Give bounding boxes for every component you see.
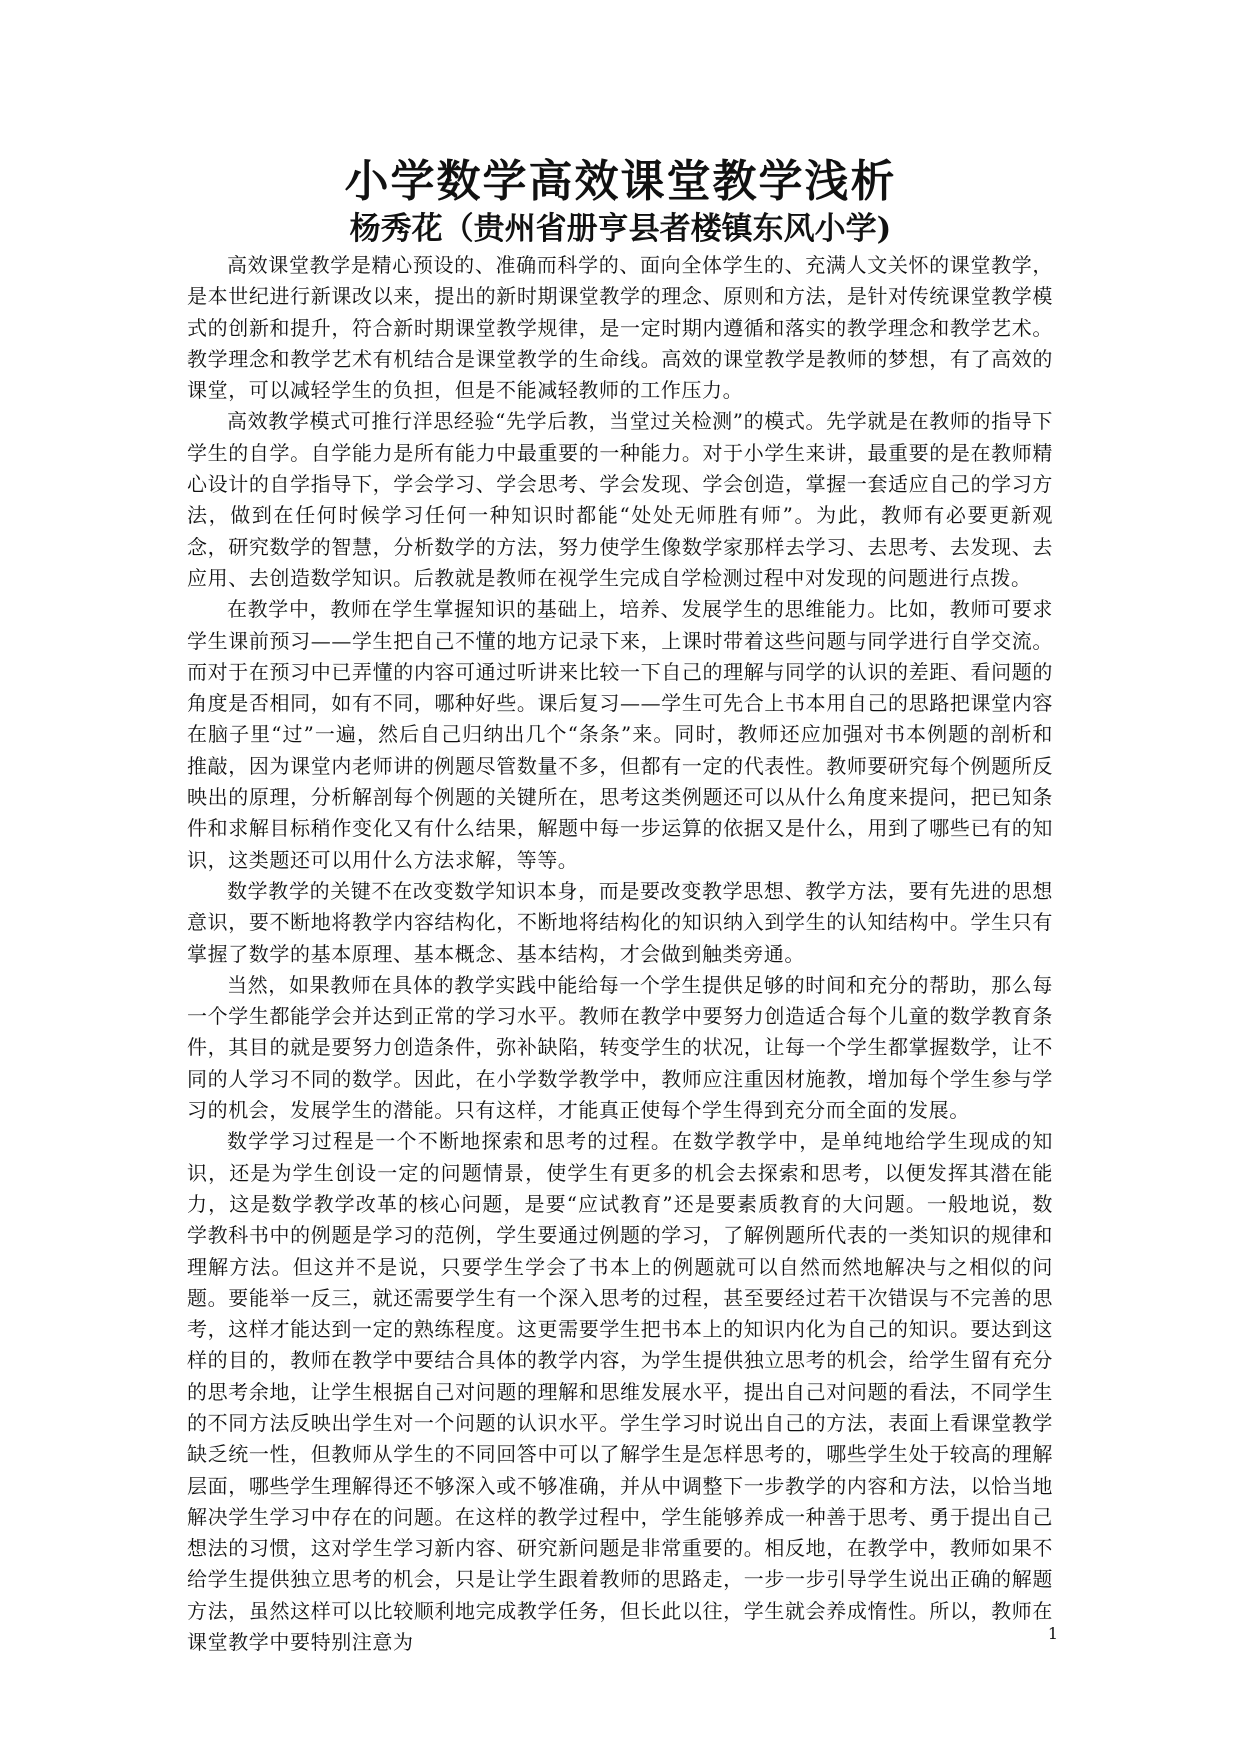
page-title: 小学数学高效课堂教学浅析 [344,156,897,207]
paragraph: 在教学中，教师在学生掌握知识的基础上，培养、发展学生的思维能力。比如，教师可要求学生课前预习——学生把自己不懂的地方记录下来，上课时带着这些问题与同学进行自学交流。而对于在预习中已弄懂的内容可通过听讲来比较一下自己的理解与同学的认识的差距、看问题的角度是否相同，如有不同，哪种好些。课后复习——学生可先合上书本用自己的思路把课堂内容在脑子里“过”一遍，然后自己归纳出几个“条条”来。同时，教师还应加强对书本例题的剖析和推敲，因为课堂内老师讲的例题尽管数量不多，但都有一定的代表性。教师要研究每个例题所反映出的原理，分析解剖每个例题的关键所在，思考这类例题还可以从什么角度来提问，把已知条件和求解目标稍作变化又有什么结果，解题中每一步运算的依据又是什么，用到了哪些已有的知识，这类题还可以用什么方法求解，等等。 [187,597,1053,872]
paragraph: 高效课堂教学是精心预设的、准确而科学的、面向全体学生的、充满人文关怀的课堂教学，是本世纪进行新课改以来，提出的新时期课堂教学的理念、原则和方法，是针对传统课堂教学模式的创新和提升，符合新时期课堂教学规律，是一定时期内遵循和落实的教学理念和教学艺术。教学理念和教学艺术有机结合是课堂教学的生命线。高效的课堂教学是教师的梦想，有了高效的课堂，可以减轻学生的负担，但是不能减轻教师的工作压力。 [187,253,1053,403]
paragraph: 数学教学的关键不在改变数学知识本身，而是要改变教学思想、教学方法，要有先进的思想意识，要不断地将教学内容结构化，不断地将结构化的知识纳入到学生的认知结构中。学生只有掌握了数学的基本原理、基本概念、基本结构，才会做到触类旁通。 [187,878,1053,966]
paragraph: 高效教学模式可推行洋思经验“先学后教，当堂过关检测”的模式。先学就是在教师的指导下学生的自学。自学能力是所有能力中最重要的一种能力。对于小学生来讲，最重要的是在教师精心设计的自学指导下，学会学习、学会思考、学会发现、学会创造，掌握一套适应自己的学习方法，做到在任何时候学习任何一种知识时都能“处处无师胜有师”。为此，教师有必要更新观念，研究数学的智慧，分析数学的方法，努力使学生像数学家那样去学习、去思考、去发现、去应用、去创造数学知识。后教就是教师在视学生完成自学检测过程中对发现的问题进行点拨。 [187,409,1053,590]
article-body [187,250,1053,1658]
page-number: 1 [1047,1624,1059,1643]
author-line: 杨秀花（贵州省册亨县者楼镇东风小学) [349,211,892,247]
paragraph: 数学学习过程是一个不断地探索和思考的过程。在数学教学中，是单纯地给学生现成的知识，还是为学生创设一定的问题情景，使学生有更多的机会去探索和思考，以便发挥其潜在能力，这是数学教学改革的核心问题，是要“应试教育”还是要素质教育的大问题。一般地说，数学教科书中的例题是学习的范例，学生要通过例题的学习，了解例题所代表的一类知识的规律和理解方法。但这并不是说，只要学生学会了书本上的例题就可以自然而然地解决与之相似的问题。要能举一反三，就还需要学生有一个深入思考的过程，甚至要经过若干次错误与不完善的思考，这样才能达到一定的熟练程度。这更需要学生把书本上的知识内化为自己的知识。要达到这样的目的，教师在教学中要结合具体的教学内容，为学生提供独立思考的机会，给学生留有充分的思考余地，让学生根据自己对问题的理解和思维发展水平，提出自己对问题的看法，不同学生的不同方法反映出学生对一个问题的认识水平。学生学习时说出自己的方法，表面上看课堂教学缺乏统一性，但教师从学生的不同回答中可以了解学生是怎样思考的，哪些学生处于较高的理解层面，哪些学生理解得还不够深入或不够准确，并从中调整下一步教学的内容和方法，以恰当地解决学生学习中存在的问题。在这样的教学过程中，学生能够养成一种善于思考、勇于提出自己想法的习惯，这对学生学习新内容、研究新问题是非常重要的。相反地，在教学中，教师如果不给学生提供独立思考的机会，只是让学生跟着教师的思路走，一步一步引导学生说出正确的解题方法，虽然这样可以比较顺利地完成教学任务，但长此以往，学生就会养成惰性。所以，教师在课堂教学中要特别注意为 [187,1129,1053,1655]
paragraph: 当然，如果教师在具体的教学实践中能给每一个学生提供足够的时间和充分的帮助，那么每一个学生都能学会并达到正常的学习水平。教师在教学中要努力创造适合每个儿童的数学教育条件，其目的就是要努力创造条件，弥补缺陷，转变学生的状况，让每一个学生都掌握数学，让不同的人学习不同的数学。因此，在小学数学教学中，教师应注重因材施教，增加每个学生参与学习的机会，发展学生的潜能。只有这样，才能真正使每个学生得到充分而全面的发展。 [187,972,1053,1123]
